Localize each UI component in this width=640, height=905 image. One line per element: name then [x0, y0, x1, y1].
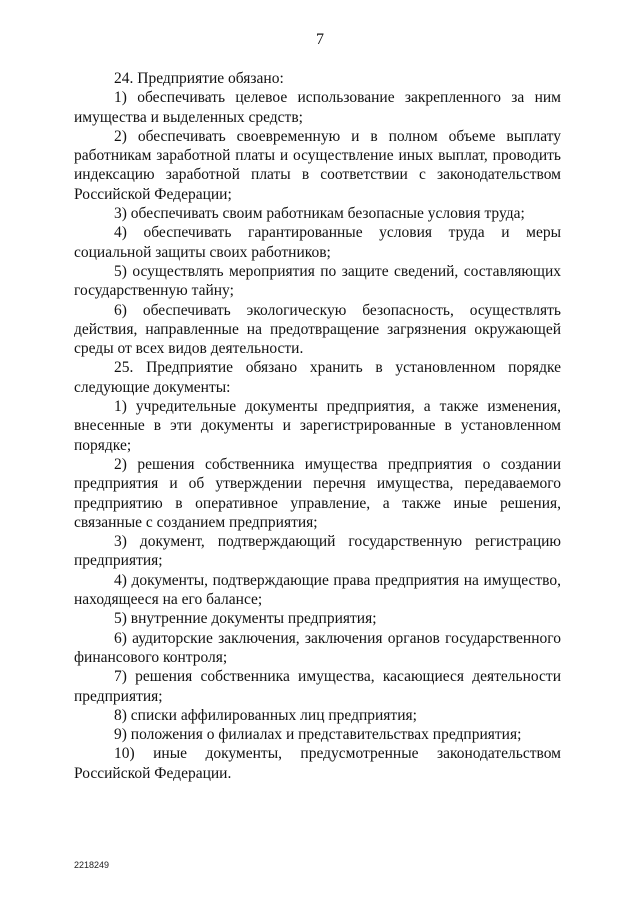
clause-25-item-2: 2) решения собственника имущества предприятия о создании предприятия и об утверждении перечня имущества, передаваемого предприятию в оперативное управление, а также иные решения, связанные с созданием предприятия; [74, 455, 561, 531]
clause-24-item-3: 3) обеспечивать своим работникам безопасные условия труда; [114, 205, 525, 223]
clause-25-item-3: 3) документ, подтверждающий государственную регистрацию предприятия; [74, 533, 561, 570]
clause-25-item-10: 10) иные документы, предусмотренные законодательством Российской Федерации. [74, 745, 561, 782]
clause-24-item-4: 4) обеспечивать гарантированные условия труда и меры социальной защиты своих работников; [74, 224, 561, 261]
clause-24-item-6: 6) обеспечивать экологическую безопасность, осуществлять действия, направленные на предотвращение загрязнения окружающей среды от всех видов деятельности. [74, 301, 561, 358]
clause-25-item-1: 1) учредительные документы предприятия, а также изменения, внесенные в эти документы и зарегистрированные в установленном порядке; [74, 398, 561, 454]
clause-24-item-5: 5) осуществлять мероприятия по защите сведений, составляющих государственную тайну; [74, 262, 561, 300]
clause-25-item-9: 9) положения о филиалах и представительствах предприятия; [114, 726, 522, 744]
clause-25-item-8: 8) списки аффилированных лиц предприятия; [114, 706, 417, 724]
clause-25-item-7: 7) решения собственника имущества, касающиеся деятельности предприятия; [74, 668, 561, 705]
clause-24-heading: 24. Предприятие обязано: [114, 70, 284, 87]
clause-25-heading: 25. Предприятие обязано хранить в установленном порядке следующие документы: [74, 359, 561, 396]
document-body [74, 69, 561, 783]
clause-25-item-6: 6) аудиторские заключения, заключения органов государственного финансового контроля; [74, 629, 561, 666]
clause-24-item-1: 1) обеспечивать целевое использование закрепленного за ним имущества и выделенных средств; [74, 89, 561, 126]
clause-25-item-4: 4) документы, подтверждающие права предприятия на имущество, находящееся на его балансе; [74, 571, 561, 609]
page-number: 7 [316, 31, 324, 48]
clause-24-item-2: 2) обеспечивать своевременную и в полном объеме выплату работникам заработной платы и осуществление иных выплат, проводить индексацию заработной платы в соответствии с законодательством Российской Федерации; [74, 127, 561, 203]
document-code: 2218249 [74, 860, 110, 870]
clause-25-item-5: 5) внутренние документы предприятия; [114, 610, 377, 628]
